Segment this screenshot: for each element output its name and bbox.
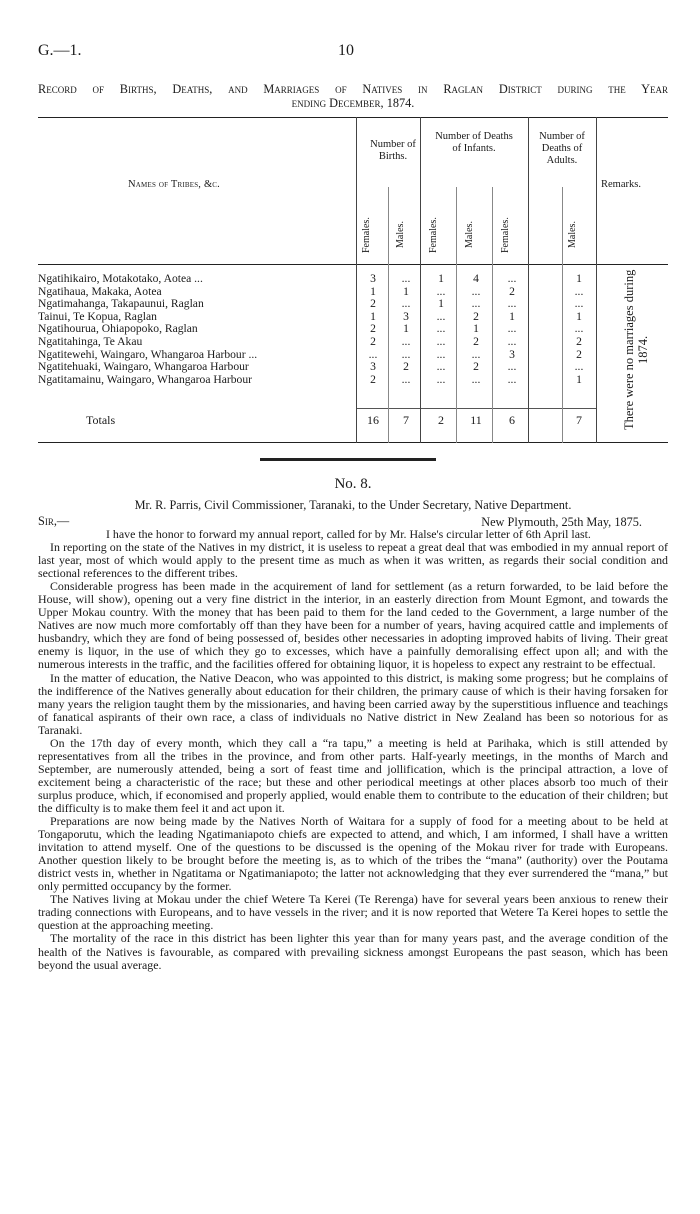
infant-deaths-group-header: Number of Deaths of Infants. [435,131,513,154]
subheader-females: Females. [428,217,439,253]
tribe-name: Ngatitamainu, Waingaro, Whangaroa Harbour [38,372,253,386]
cell-infant-males: ... [471,297,481,311]
cell-births-females: 2 [370,322,376,336]
cell-births-females: 2 [370,297,376,311]
cell-infant-females: 1 [438,272,444,285]
cell-births-females: 1 [370,309,376,323]
subheader-females: Females. [361,217,372,253]
body-paragraph: The mortality of the race in this district has been lighter this year than for many years past, and the average condition of the health of the Natives is favourable, as compared with prevailing sickness amongst Europeans the past season, which has been beyond the usual average. [38,931,668,972]
table-row [38,286,668,298]
cell-adult-females: ... [507,272,517,285]
cell-births-females: 2 [370,372,376,386]
letter-body [38,528,668,972]
totals-rule [356,408,596,409]
cell-infant-males: 2 [473,309,479,323]
table-row [38,336,668,348]
cell-adult-females: ... [507,360,517,374]
cell-births-males: ... [401,272,411,285]
salutation: Sir,— [38,514,70,528]
cell-adult-females: ... [507,297,517,311]
remarks-note: There were no marriages during 1874. [622,269,650,431]
cell-infant-females: ... [436,372,446,386]
cell-adult-males: 2 [576,347,582,361]
tribe-name: Ngatihaua, Makaka, Aotea [38,284,162,298]
cell-infant-males: ... [471,347,481,361]
cell-adult-males: ... [574,284,584,298]
cell-births-males: ... [401,372,411,386]
subheader-females: Females. [500,217,511,253]
cell-births-females: 3 [370,272,376,285]
cell-adult-males: 2 [576,335,582,348]
cell-births-females: 2 [370,335,376,348]
cell-births-males: ... [401,347,411,361]
table-row [38,298,668,310]
tribe-name: Ngatihikairo, Motakotako, Aotea ... [38,272,203,285]
cell-adult-females: ... [507,335,517,348]
cell-infant-females: ... [436,322,446,336]
cell-births-males: ... [401,297,411,311]
table-row [38,374,668,386]
totals-label: Totals [86,413,116,427]
caption-line-2: ending December, 1874. [291,96,415,110]
cell-births-males: 1 [403,322,409,336]
adult-deaths-group-header: Number of Deaths of Adults. [539,131,585,166]
cell-adult-males: ... [574,322,584,336]
cell-infant-females: ... [436,284,446,298]
body-paragraph: I have the honor to forward my annual report, called for by Mr. Halse's circular letter of 6th April last. [106,527,591,541]
body-paragraph: In reporting on the state of the Natives in my district, it is useless to repeat a great deal that was embodied in my annual report of last year, most of which would apply to the present time as much as when it was written, as regards their social condition and sectional references to the different tribes. [38,540,668,581]
cell-adult-males: 1 [576,272,582,285]
page-number: 10 [338,42,354,59]
tribe-name: Ngatitewehi, Waingaro, Whangaroa Harbour ... [38,347,258,361]
table-header-rule [38,264,668,265]
cell-infant-males: 2 [473,360,479,374]
cell-infant-females: 1 [438,297,444,311]
cell-adult-males: 1 [576,309,582,323]
total-adult-females: 6 [509,413,515,427]
table-row [38,323,668,335]
total-births-females: 16 [367,413,379,427]
cell-infant-females: ... [436,347,446,361]
cell-births-males: 2 [403,360,409,374]
cell-infant-males: 4 [473,272,479,285]
cell-adult-females: 3 [509,347,515,361]
running-header [38,42,668,62]
tribe-name: Tainui, Te Kopua, Raglan [38,309,157,323]
remarks-column-header: Remarks. [601,179,641,190]
section-separator [260,458,436,461]
cell-adult-females: ... [507,372,517,386]
table-top-rule [38,117,668,118]
section-number: No. 8. [334,476,372,492]
body-paragraph: Considerable progress has been made in the acquirement of land for settlement (as a return forwarded, to be laid before the House, will show), opening out a very fine district in the interior, in an easterly direction from Mount Egmont, and towards the Upper Mokau country. With the money that has been paid to them for the land ceded to the Government, a large number of the Natives are now much more comfortably off than they have been for a number of years, having acquired cattle and implements of husbandry, which they are fond of being possessed of, besides other necessaries in adopting improved habits of living. Their great enemy is liquor, in the use of which they go to excesses, which have a painfully demoralising effect upon all; and with the numerous interests in the traffic, and the facilities offered for obtaining liquor, it is hopeless to expect any restraint to be effectual. [38,579,668,672]
totals-row [38,413,668,427]
names-column-header: Names of Tribes, &c. [128,179,221,190]
table-caption [38,82,668,110]
cell-births-females: 1 [370,284,376,298]
births-group-header: Number of Births. [370,139,416,162]
records-table [38,117,668,444]
table-row [38,349,668,361]
letter-dateline: New Plymouth, 25th May, 1875. [481,515,642,529]
subheader-males: Males. [464,221,475,249]
table-row [38,361,668,373]
cell-infant-females: ... [436,335,446,348]
letter-heading: Mr. R. Parris, Civil Commissioner, Taranaki, to the Under Secretary, Native Department. [134,498,572,512]
cell-adult-males: 1 [576,372,582,386]
cell-infant-males: ... [471,284,481,298]
subheader-males: Males. [395,221,406,249]
cell-adult-females: 1 [509,309,515,323]
tribe-name: Ngatihourua, Ohiapopoko, Raglan [38,322,198,336]
cell-adult-females: ... [507,322,517,336]
total-adult-males: 7 [576,413,582,427]
total-births-males: 7 [403,413,409,427]
cell-infant-males: 1 [473,322,479,336]
document-code: G.—1. [38,42,82,59]
cell-births-males: 1 [403,284,409,298]
body-paragraph: In the matter of education, the Native Deacon, who was appointed to this district, is making some progress; but he complains of the indifference of the Natives generally about education for their children, the primary cause of which is their having forsaken for many years the religion taught them by the missionaries, and having been carried away by the superstitious influence and teachings of fanatical aspirants of their own race, a class of individuals no Native district in New Zealand has been so notorious for as Taranaki. [38,670,668,737]
total-infant-males: 11 [470,413,482,427]
tribe-name: Ngatitehuaki, Waingaro, Whangaroa Harbour [38,360,249,374]
cell-births-females: 3 [370,360,376,374]
total-infant-females: 2 [438,413,444,427]
table-bottom-rule [38,442,668,443]
tribe-name: Ngatitahinga, Te Akau [38,335,143,348]
table-row [38,273,668,285]
cell-births-females: ... [368,347,378,361]
cell-adult-females: 2 [509,284,515,298]
cell-adult-males: ... [574,360,584,374]
subheader-males: Males. [567,221,578,249]
cell-infant-males: 2 [473,335,479,348]
cell-infant-males: ... [471,372,481,386]
body-paragraph: On the 17th day of every month, which they call a “ra tapu,” a meeting is held at Parihaka, which is still attended by representatives from all the tribes in the province, and from other parts. Half-yearly meetings, in the months of March and September, are numerously attended, being a sort of feast time and jollification, which is the principal attraction, a love of excitement being a characteristic of the race; but these and other periodical meetings at other places absorb too much of their surplus produce, which, if economised and properly applied, would enable them to contribute to the education of their children; but the difficulty is to make them feel it and act upon it. [38,735,668,815]
cell-births-males: 3 [403,309,409,323]
tribe-name: Ngatimahanga, Takapaunui, Raglan [38,297,204,311]
cell-infant-females: ... [436,309,446,323]
cell-births-males: ... [401,335,411,348]
cell-adult-males: ... [574,297,584,311]
cell-infant-females: ... [436,360,446,374]
table-row [38,311,668,323]
caption-line-1: Record of Births, Deaths, and Marriages of Natives in Raglan District during the Year [38,82,668,96]
body-paragraph: Preparations are now being made by the Natives North of Waitara for a supply of food for a meeting about to be held at Tongaporutu, which the leading Ngatimaniapoto chiefs are expected to attend, and which, I am informed, I shall have a written invitation to attend myself. One of the questions to be discussed is the opening of the Mokau river for trade with Europeans. Another question likely to be brought before the meeting is, as to which of the tribes the “mana” (authority) over the Poutama district vests in, whether in Ngatitama or Ngatimaniapoto; the latter not acknowledging that they ever surrendered the “mana,” but only permitted occupancy by the former. [38,814,668,894]
body-paragraph: The Natives living at Mokau under the chief Wetere Ta Kerei (Te Rerenga) have for several years been anxious to renew their trading connections with Europeans, and to have vessels in the river; and it is now reported that Wetere Ta Kerei hopes to settle the question at the approaching meeting. [38,892,668,933]
